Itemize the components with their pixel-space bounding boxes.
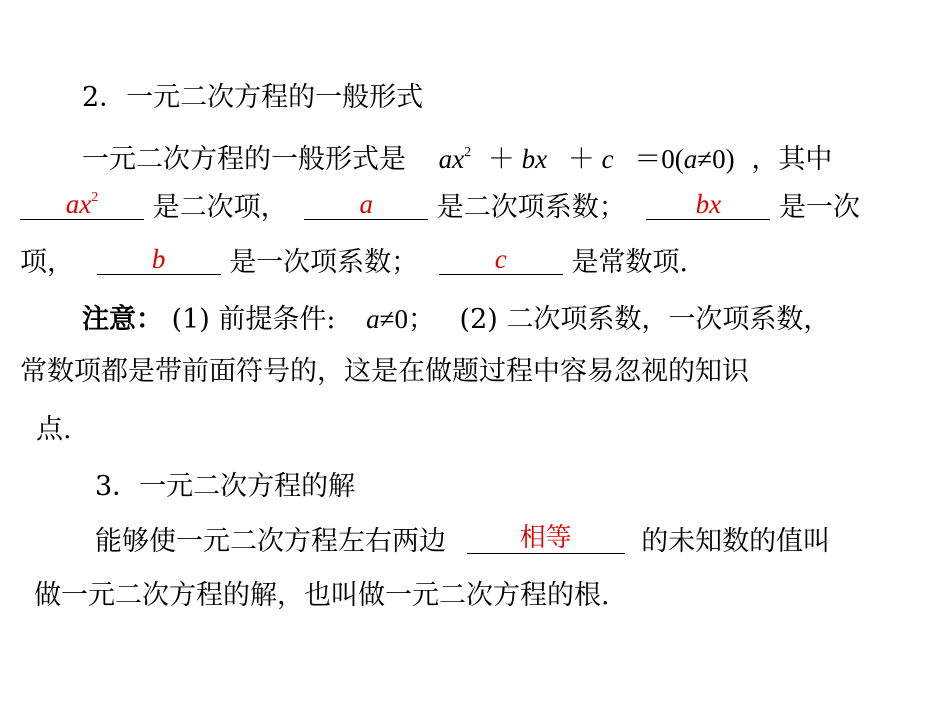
note-label: 注意： <box>82 304 163 335</box>
blank-linear-term[interactable] <box>646 189 770 220</box>
label-constant: 是常数项. <box>571 247 688 278</box>
note-line-2: 常数项都是带前面符号的，这是在做题过程中容易忽视的知识 <box>20 356 749 387</box>
answer-linear-coefficient: b <box>151 244 166 274</box>
formula-zero: 0( <box>661 144 684 174</box>
solution-line-1 <box>95 522 830 562</box>
blank-linear-coefficient[interactable] <box>97 244 221 275</box>
formula-a-cond: a <box>683 144 698 174</box>
label-linear-term: 是一次 <box>778 192 860 223</box>
terms-line-1 <box>20 188 860 228</box>
label-quadratic-term: 是二次项， <box>152 192 288 223</box>
solution-prefix: 能够使一元二次方程左右两边 <box>95 526 446 557</box>
formula-a: a <box>438 144 453 174</box>
formula-exponent: 2 <box>464 145 472 160</box>
general-form-line <box>82 133 832 180</box>
blank-equal[interactable] <box>467 523 625 554</box>
blank-quadratic-term[interactable] <box>20 189 144 220</box>
formula-x: x <box>452 144 465 174</box>
note-part-2: (2) 二次项系数，一次项系数， <box>459 304 831 335</box>
label-linear-term-cont: 项， <box>20 247 74 278</box>
label-quadratic-coefficient: 是二次项系数； <box>436 192 626 223</box>
formula-plus-2: ＋ <box>567 144 595 174</box>
answer-constant: c <box>494 244 507 274</box>
note-condition: a≠0； <box>366 304 435 334</box>
note-part-1: (1) 前提条件: <box>171 304 336 335</box>
solution-line-2: 做一元二次方程的解，也叫做一元二次方程的根. <box>34 580 610 611</box>
formula-c: c <box>601 144 614 174</box>
answer-quadratic-coefficient: a <box>359 189 373 219</box>
section-3-heading: 3．一元二次方程的解 <box>95 471 356 502</box>
label-linear-coefficient: 是一次项系数； <box>229 247 419 278</box>
answer-equal: 相等 <box>519 523 572 553</box>
blank-constant[interactable] <box>439 244 563 275</box>
formula-bx: bx <box>521 144 548 174</box>
formula-plus-1: ＋ <box>487 144 515 174</box>
answer-quadratic-term: $ax^2$ <box>65 189 99 219</box>
solution-suffix: 的未知数的值叫 <box>641 526 831 557</box>
section-2-heading: 2．一元二次方程的一般形式 <box>82 82 424 113</box>
note-line-1 <box>82 299 830 340</box>
terms-line-2 <box>20 243 688 283</box>
note-line-3: 点. <box>36 414 72 445</box>
general-form-suffix: ，其中 <box>751 144 833 175</box>
general-form-prefix: 一元二次方程的一般形式是 <box>82 144 406 175</box>
formula-neq-zero: ≠0) <box>697 144 735 174</box>
answer-linear-term: bx <box>695 189 722 219</box>
blank-quadratic-coefficient[interactable] <box>304 189 428 220</box>
general-form-formula <box>439 144 742 174</box>
formula-equals: ＝ <box>634 144 662 174</box>
